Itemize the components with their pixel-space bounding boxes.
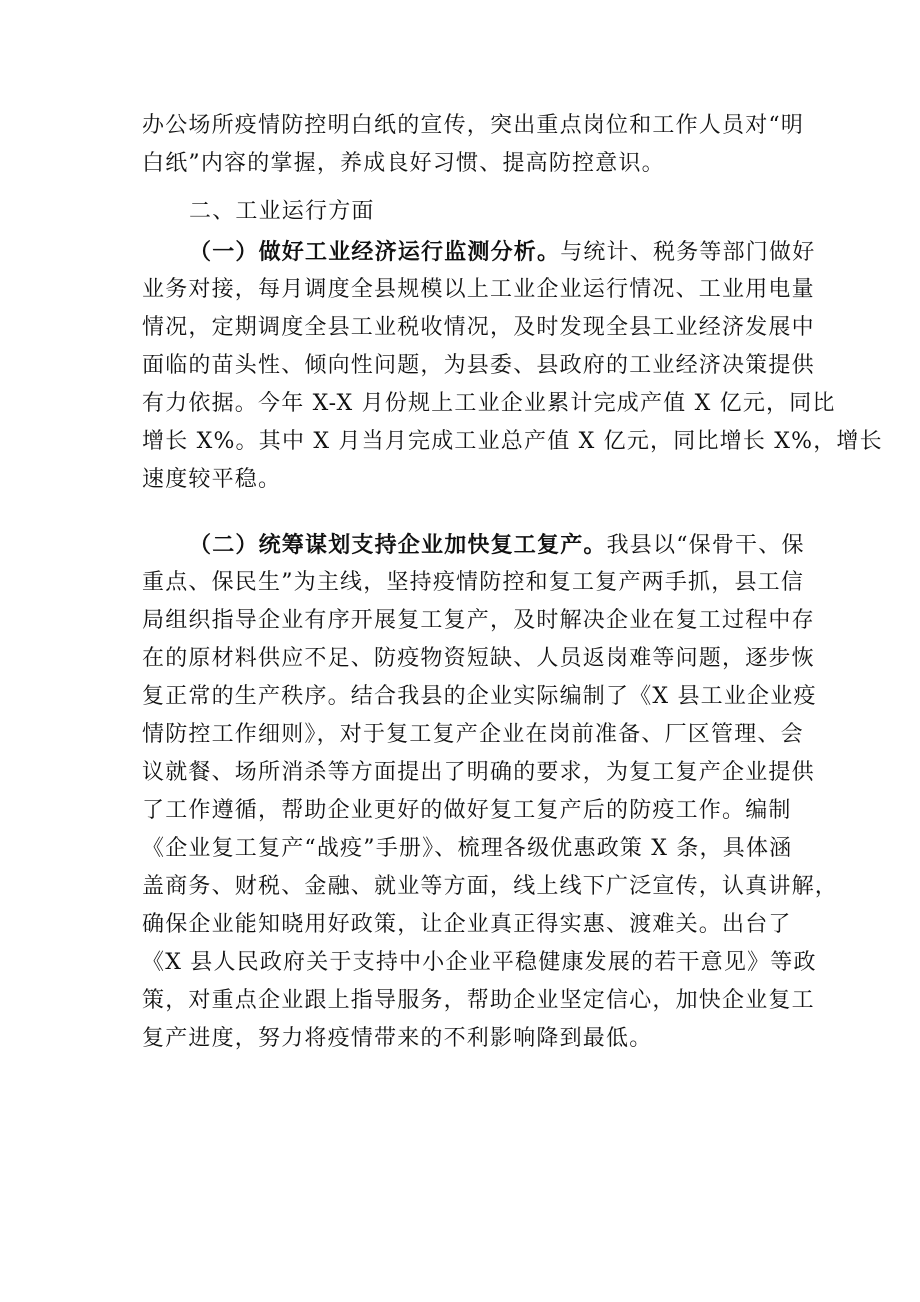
paragraph-line: 在的原材料供应不足、防疫物资短缺、人员返岗难等问题，逐步恢 [142, 646, 815, 671]
paragraph-first-line [189, 237, 815, 267]
paragraph-line: 盖商务、财税、金融、就业等方面，线上线下广泛宣传，认真讲解， [142, 874, 839, 899]
paragraph-text: 我县以“保骨干、保 [606, 533, 805, 558]
paragraph-line: 确保企业能知晓用好政策，让企业真正得实惠、渡难关。出台了 [142, 912, 792, 937]
intro-line: 办公场所疫情防控明白纸的宣传，突出重点岗位和工作人员对“明 [142, 113, 805, 138]
paragraph-line: 速度较平稳。 [142, 467, 282, 492]
paragraph-line: 复正常的生产秩序。结合我县的企业实际编制了《X 县工业企业疫 [142, 684, 817, 709]
paragraph-line: 策，对重点企业跟上指导服务，帮助企业坚定信心，加快企业复工 [142, 988, 815, 1013]
paragraph-first-line [189, 530, 805, 560]
paragraph-line: 情防控工作细则》，对于复工复产企业在岗前准备、厂区管理、会 [142, 722, 804, 747]
paragraph-line: 《X 县人民政府关于支持中小企业平稳健康发展的若干意见》等政 [142, 950, 817, 975]
paragraph-line: 重点、保民生”为主线，坚持疫情防控和复工复产两手抓，县工信 [142, 570, 805, 595]
paragraph-line: 局组织指导企业有序开展复工复产，及时解决企业在复工过程中存 [142, 608, 815, 633]
paragraph-line: 情况，定期调度全县工业税收情况，及时发现全县工业经济发展中 [142, 315, 815, 340]
intro-line: 白纸”内容的掌握，养成良好习惯、提高防控意识。 [142, 151, 665, 176]
paragraph-text: 与统计、税务等部门做好 [560, 240, 816, 265]
paragraph-line: 有力依据。今年 X-X 月份规上工业企业累计完成产值 X 亿元，同比 [142, 391, 836, 416]
paragraph-line: 议就餐、场所消杀等方面提出了明确的要求，为复工复产企业提供 [142, 760, 815, 785]
paragraph-line: 增长 X%。其中 X 月当月完成工业总产值 X 亿元，同比增长 X%，增长 [142, 429, 883, 454]
paragraph-line: 面临的苗头性、倾向性问题，为县委、县政府的工业经济决策提供 [142, 353, 815, 378]
paragraph-line: 复产进度，努力将疫情带来的不利影响降到最低。 [142, 1026, 653, 1051]
paragraph-lead-heading: （一）做好工业经济运行监测分析。 [189, 239, 561, 265]
section-heading: 二、工业运行方面 [189, 199, 375, 224]
paragraph-line: 业务对接，每月调度全县规模以上工业企业运行情况、工业用电量 [142, 277, 815, 302]
paragraph-line: 了工作遵循，帮助企业更好的做好复工复产后的防疫工作。编制 [142, 798, 792, 823]
paragraph-line: 《企业复工复产“战疫”手册》、梳理各级优惠政策 X 条，具体涵 [142, 836, 793, 861]
paragraph-lead-heading: （二）统筹谋划支持企业加快复工复产。 [189, 532, 607, 558]
